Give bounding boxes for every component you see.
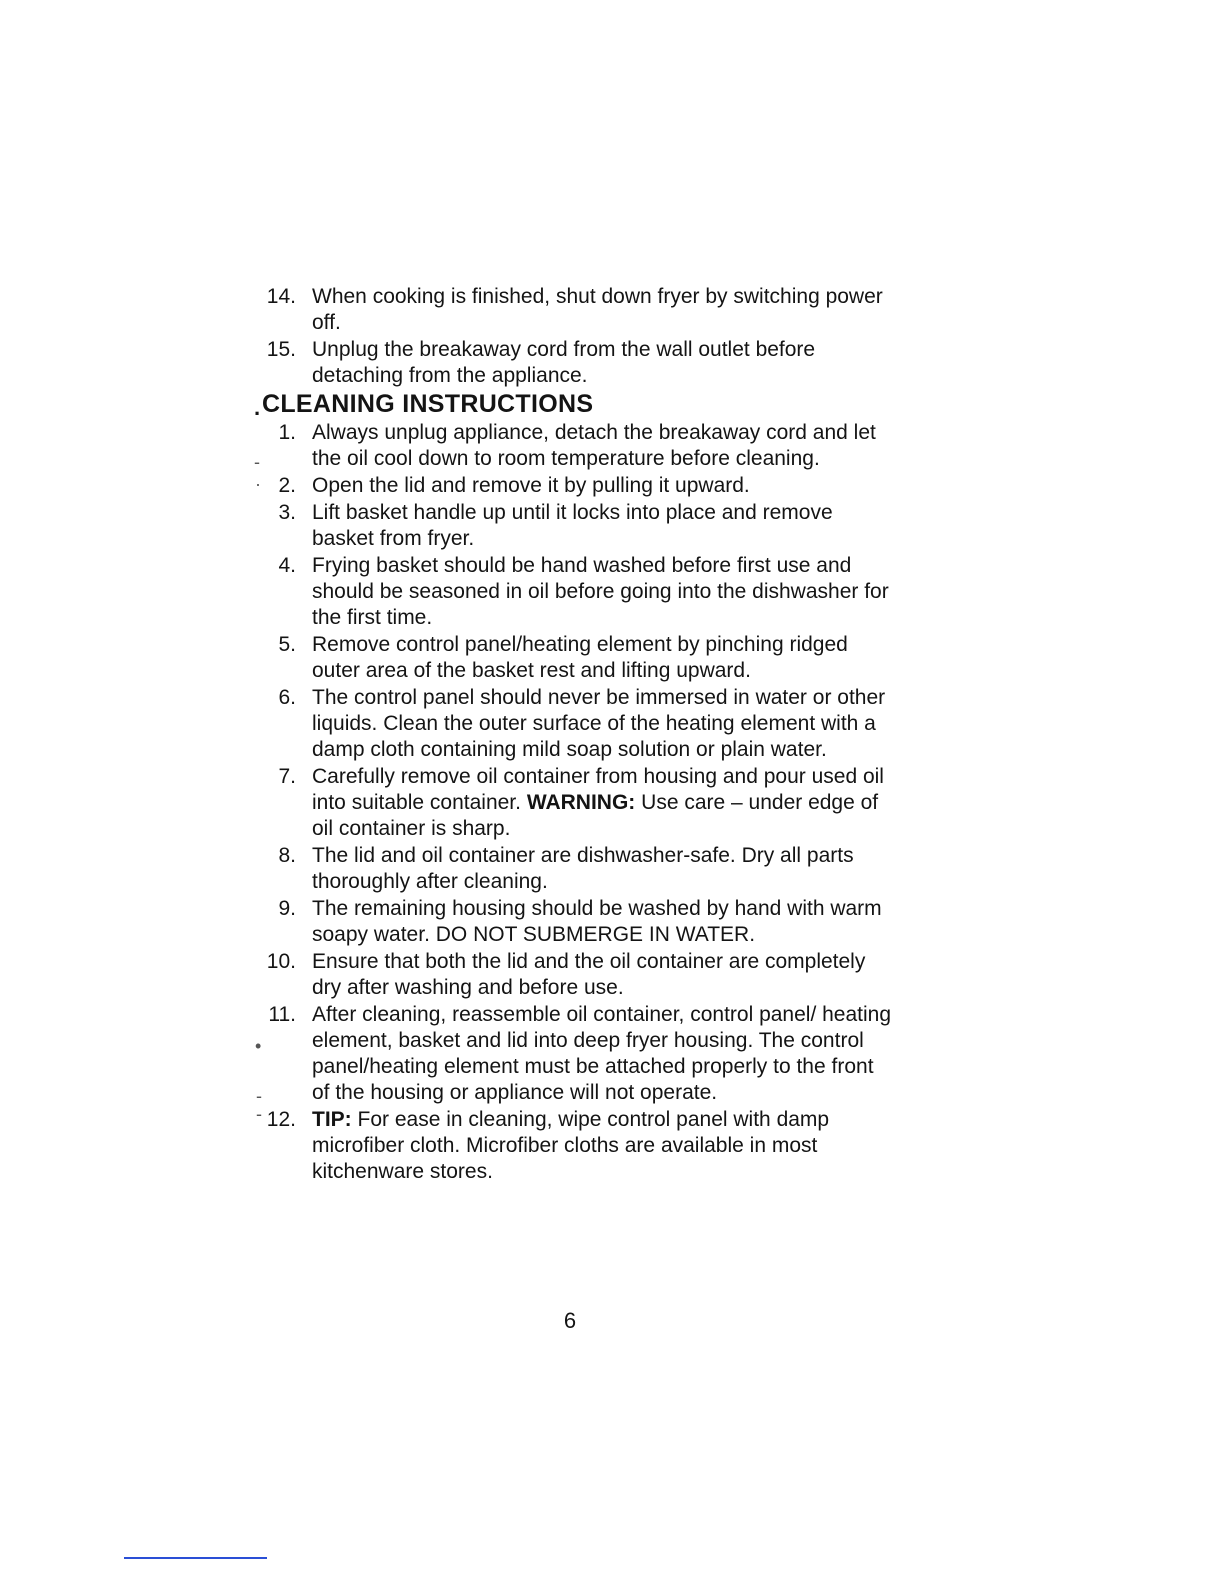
list-item	[256, 1002, 896, 1106]
section-heading: CLEANING INSTRUCTIONS	[262, 390, 594, 418]
item-number: 12.	[266, 1108, 296, 1131]
item-text: The remaining housing should be washed by hand with warm soapy water. DO NOT SUBMERGE IN WATER.	[312, 897, 882, 946]
margin-mark: -	[256, 1086, 262, 1106]
margin-mark: •	[255, 1036, 262, 1056]
list-item	[256, 473, 896, 499]
item-text: Always unplug appliance, detach the breakaway cord and let the oil cool down to room temperature before cleaning.	[312, 421, 876, 470]
list-item	[256, 1107, 896, 1185]
item-text	[312, 1108, 829, 1183]
item-number: 2.	[278, 474, 296, 497]
list-item	[256, 843, 896, 895]
item-number: 10.	[266, 950, 296, 973]
item-number: 5.	[278, 633, 296, 656]
warning-label: WARNING:	[526, 791, 636, 814]
cleaning-steps-list	[256, 420, 896, 1186]
page-number: 6	[563, 1308, 577, 1333]
item-text: The control panel should never be immersed in water or other liquids. Clean the outer surface of the heating element with a damp cloth containing mild soap solution or plain water.	[312, 686, 886, 761]
list-item	[256, 949, 896, 1001]
item-number: 11.	[268, 1003, 296, 1026]
item-text: Unplug the breakaway cord from the wall outlet before detaching from the appliance.	[312, 338, 816, 387]
margin-mark: -	[256, 1104, 262, 1124]
item-number: 8.	[278, 844, 296, 867]
list-item	[256, 284, 896, 336]
item-text	[312, 765, 884, 840]
list-item	[256, 337, 896, 389]
list-item	[256, 896, 896, 948]
item-text: Lift basket handle up until it locks into place and remove basket from fryer.	[312, 501, 833, 550]
item-number: 6.	[278, 686, 296, 709]
item-number: 14.	[266, 285, 296, 308]
item-number: 4.	[278, 554, 296, 577]
item-text: Ensure that both the lid and the oil container are completely dry after washing and before use.	[312, 950, 866, 999]
footnote-rule	[124, 1557, 267, 1559]
item-number: 7.	[278, 765, 296, 788]
item-text: The lid and oil container are dishwasher-safe. Dry all parts thoroughly after cleaning.	[312, 844, 854, 893]
item-text: When cooking is finished, shut down fryer by switching power off.	[312, 285, 883, 334]
list-item	[256, 632, 896, 684]
item-number: 3.	[278, 501, 296, 524]
heading-mark: .	[254, 395, 261, 420]
list-item	[256, 764, 896, 842]
item-number: 1.	[278, 421, 296, 444]
margin-mark: ·	[255, 474, 261, 494]
item-number: 9.	[278, 897, 296, 920]
list-item	[256, 553, 896, 631]
item-text: Open the lid and remove it by pulling it upward.	[312, 474, 750, 497]
item-text-part: Carefully remove oil container from housing and pour used oil into suitable container.	[312, 765, 884, 814]
item-text-part: For ease in cleaning, wipe control panel with damp microfiber cloth. Microfiber cloths are available in most kitchenware stores.	[312, 1108, 830, 1183]
item-text: Remove control panel/heating element by pinching ridged outer area of the basket rest and lifting upward.	[312, 633, 848, 682]
tip-label: TIP:	[312, 1108, 352, 1131]
item-text-part: Use care – under edge of oil container is sharp.	[312, 791, 879, 840]
list-item	[256, 500, 896, 552]
continued-steps-list	[256, 284, 896, 390]
margin-mark: -	[254, 452, 260, 472]
list-item	[256, 420, 896, 472]
item-text: Frying basket should be hand washed before first use and should be seasoned in oil before going into the dishwasher for the first time.	[312, 554, 889, 629]
item-text: After cleaning, reassemble oil container, control panel/ heating element, basket and lid into deep fryer housing. The control panel/heating element must be attached properly to the front of the housing or appliance will not operate.	[312, 1003, 892, 1104]
item-number: 15.	[266, 338, 296, 361]
list-item	[256, 685, 896, 763]
